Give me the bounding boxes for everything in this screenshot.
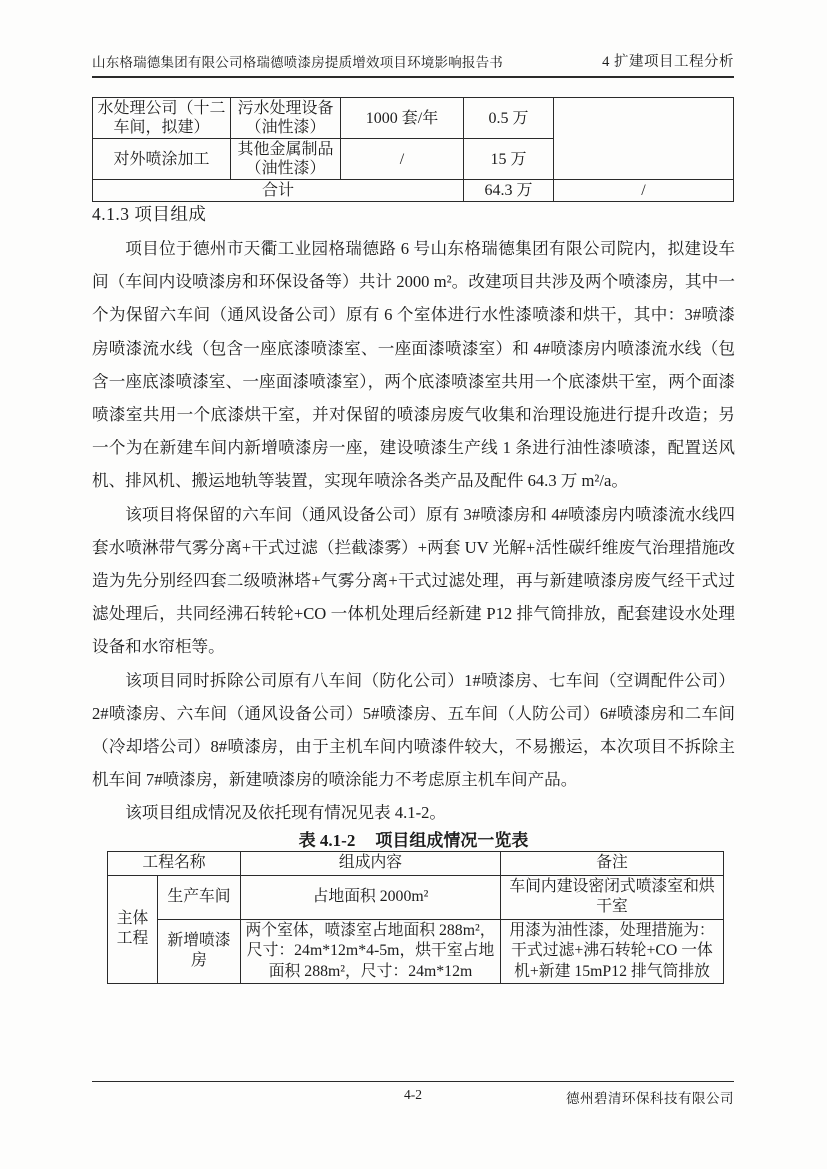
table-row <box>108 919 724 984</box>
group-label-cell: 主体工程 <box>108 875 158 984</box>
table-cell: 占地面积 2000m² <box>241 875 501 919</box>
table-row-total <box>93 180 734 202</box>
table-cell: 生产车间 <box>158 875 241 919</box>
table-cell: 两个室体，喷漆室占地面积 288m²，尺寸：24m*12m*4-5m，烘干室占地面积 288m²，尺寸：24m*12m <box>241 919 501 984</box>
table-cell-merged-empty <box>554 98 734 180</box>
table-cell: 15 万 <box>464 139 554 180</box>
column-header: 备注 <box>501 852 724 876</box>
project-composition-table <box>107 851 724 984</box>
footer-company: 德州碧清环保科技有限公司 <box>566 1091 734 1106</box>
total-value-cell: 64.3 万 <box>464 180 554 202</box>
table-cell: 0.5 万 <box>464 98 554 139</box>
paragraph: 项目位于德州市天衢工业园格瑞德路 6 号山东格瑞德集团有限公司院内，拟建设车间（车间内设喷漆房和环保设备等）共计 2000 m²。改建项目共涉及两个喷漆房，其中一个为保留六车间（通风设备公司）原有 6 个室体进行水性漆喷漆和烘干，其中：3#喷漆房喷漆流水线（包含一座底漆喷漆室、一座面漆喷漆室）和 4#喷漆房内喷漆流水线（包含一座底漆喷漆室、一座面漆喷漆室），两个底漆喷漆室共用一个底漆烘干室，两个面漆喷漆室共用一个底漆烘干室，并对保留的喷漆房废气收集和治理设施进行提升改造；另一个为在新建车间内新增喷漆房一座，建设喷漆生产线 1 条进行油性漆喷漆，配置送风机、排风机、搬运地轨等装置，实现年喷涂各类产品及配件 64.3 万 m²/a。 <box>92 239 735 491</box>
production-scale-table <box>92 97 734 202</box>
table-cell: 水处理公司（十二车间，拟建） <box>93 98 231 139</box>
column-header: 组成内容 <box>241 852 501 876</box>
table-row <box>93 98 734 139</box>
table-caption <box>92 826 735 851</box>
total-label-cell: 合计 <box>93 180 464 202</box>
table-caption-number: 表 4.1-2 <box>298 831 356 850</box>
table-cell: 车间内建设密闭式喷漆室和烘干室 <box>501 875 724 919</box>
table-cell: 对外喷涂加工 <box>93 139 231 180</box>
page-number: 4-2 <box>404 1087 422 1102</box>
page-header <box>92 50 734 78</box>
page-footer <box>92 1081 734 1107</box>
column-header: 工程名称 <box>108 852 241 876</box>
section-heading: 4.1.3 项目组成 <box>92 204 207 224</box>
table-caption-title: 项目组成情况一览表 <box>375 831 529 850</box>
table-cell: 新增喷漆房 <box>158 919 241 984</box>
section-body <box>92 232 735 830</box>
table-header-row <box>108 852 724 876</box>
table-cell: 污水处理设备（油性漆） <box>231 98 341 139</box>
total-note-cell: / <box>554 180 734 202</box>
table-cell: 其他金属制品（油性漆） <box>231 139 341 180</box>
paragraph: 该项目同时拆除公司原有八车间（防化公司）1#喷漆房、七车间（空调配件公司）2#喷漆房、六车间（通风设备公司）5#喷漆房、五车间（人防公司）6#喷漆房和二车间（冷却塔公司）8#喷漆房，由于主机车间内喷漆件较大，不易搬运，本次项目不拆除主机车间 7#喷漆房，新建喷漆房的喷涂能力不考虑原主机车间产品。 <box>92 670 735 790</box>
table-cell: 用漆为油性漆，处理措施为：干式过滤+沸石转轮+CO 一体机+新建 15mP12 排气筒排放 <box>501 919 724 984</box>
paragraph: 该项目组成情况及依托现有情况见表 4.1-2。 <box>125 803 446 823</box>
paragraph: 该项目将保留的六车间（通风设备公司）原有 3#喷漆房和 4#喷漆房内喷漆流水线四套水喷淋带气雾分离+干式过滤（拦截漆雾）+两套 UV 光解+活性碳纤维废气治理措施改造为先分别经四套二级喷淋塔+气雾分离+干式过滤处理，再与新建喷漆房废气经干式过滤处理后，共同经沸石转轮+CO 一体机处理后经新建 P12 排气筒排放，配套建设水处理设备和水帘柜等。 <box>92 504 735 657</box>
table-cell: 1000 套/年 <box>341 98 464 139</box>
table-row <box>108 875 724 919</box>
table-cell: / <box>341 139 464 180</box>
header-chapter-title: 4 扩建项目工程分析 <box>602 54 734 70</box>
header-report-title: 山东格瑞德集团有限公司格瑞德喷漆房提质增效项目环境影响报告书 <box>92 55 503 70</box>
